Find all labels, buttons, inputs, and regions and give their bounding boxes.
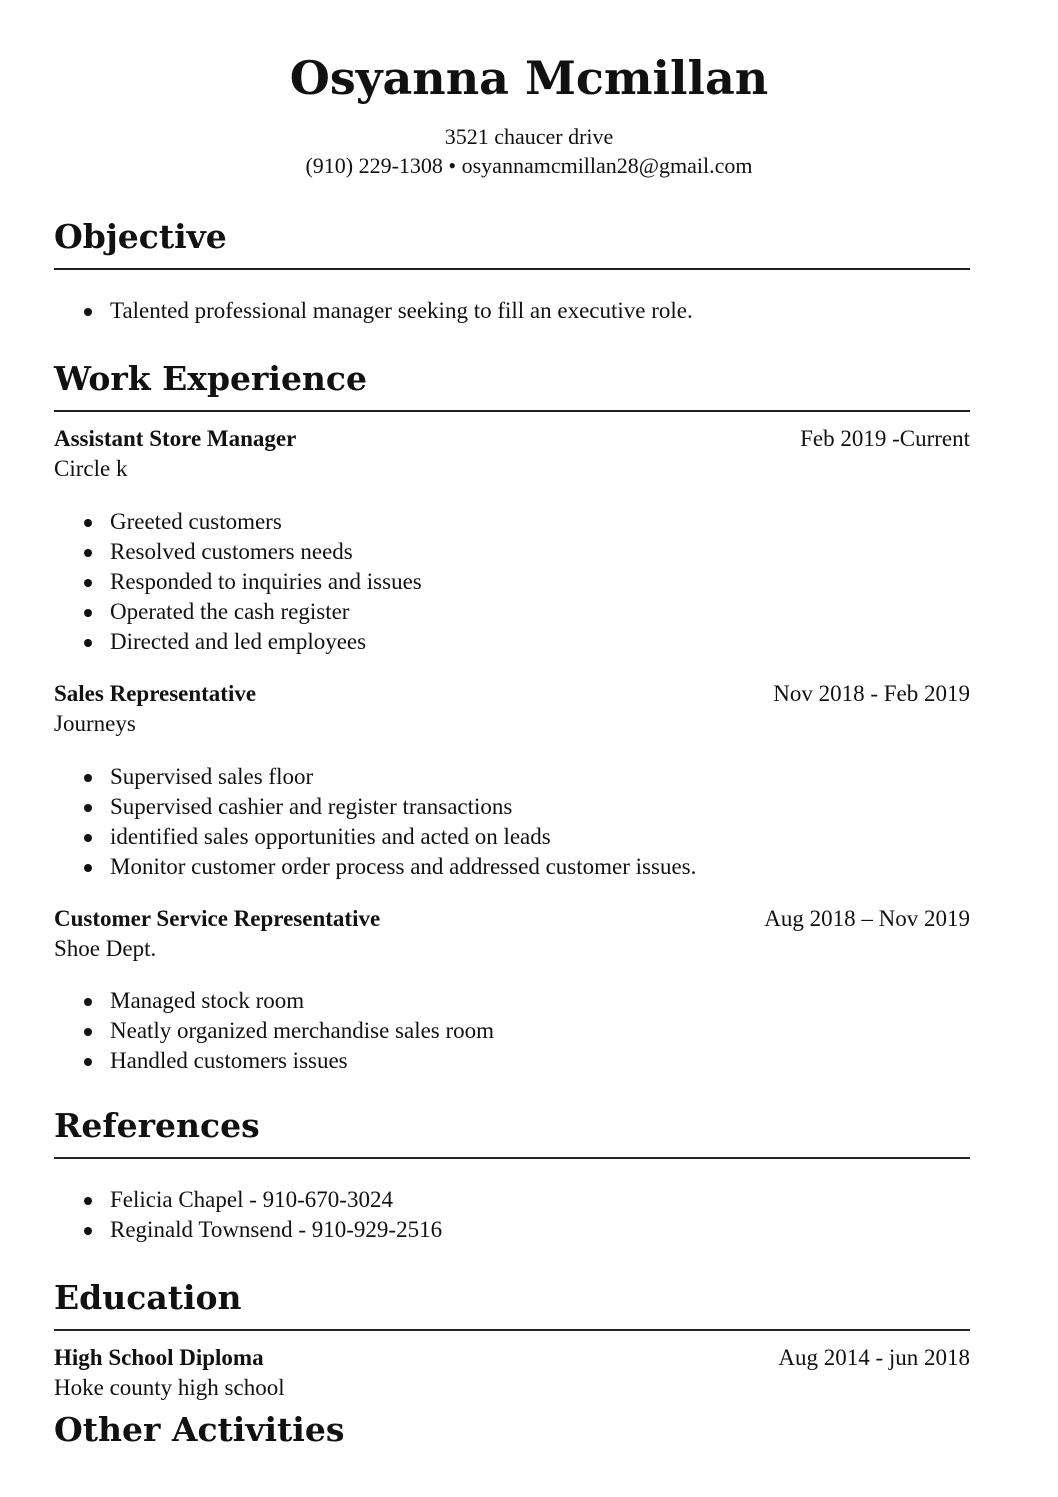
degree-title: High School Diploma [54,1345,264,1370]
bullet-icon [84,834,92,842]
bullet-icon [84,998,92,1006]
bullet-icon [84,1227,92,1235]
company-name: Shoe Dept. [54,936,157,961]
bullet-icon [84,519,92,527]
education-header [54,1342,970,1374]
section-title-objective: Objective [54,217,227,256]
list-item: Operated the cash register [0,597,1058,627]
job-header [54,423,970,455]
education-dates: Aug 2014 - jun 2018 [778,1345,970,1370]
job-dates: Aug 2018 – Nov 2019 [764,906,970,931]
section-title-references: References [54,1106,260,1145]
list-item: Directed and led employees [0,627,1058,657]
section-title-work-experience: Work Experience [54,359,368,398]
list-item: Supervised cashier and register transactions [0,792,1058,822]
bullet-icon [84,579,92,587]
list-item: Felicia Chapel - 910-670-3024 [0,1185,1058,1215]
list-item: Greeted customers [0,507,1058,537]
section-divider [54,410,970,412]
list-item: Supervised sales floor [0,762,1058,792]
references-list [0,1185,1058,1245]
section-divider [54,1329,970,1331]
bullet-icon [84,774,92,782]
address: 3521 chaucer drive [444,124,614,149]
list-item: Responded to inquiries and issues [0,567,1058,597]
section-divider [54,268,970,270]
job-duties [0,762,1058,882]
list-item: Handled customers issues [0,1046,1058,1076]
list-item: identified sales opportunities and acted on leads [0,822,1058,852]
job-duties [0,507,1058,657]
list-item: Monitor customer order process and addressed customer issues. [0,852,1058,882]
job-header [54,903,970,935]
bullet-icon [84,609,92,617]
company-name: Circle k [54,456,128,481]
school-name: Hoke county high school [54,1375,285,1400]
list-item: Resolved customers needs [0,537,1058,567]
list-item: Reginald Townsend - 910-929-2516 [0,1215,1058,1245]
job-title: Customer Service Representative [54,906,381,931]
job-dates: Nov 2018 - Feb 2019 [773,681,970,706]
section-divider [54,1157,970,1159]
bullet-icon [84,1028,92,1036]
list-item: Neatly organized merchandise sales room [0,1016,1058,1046]
job-dates: Feb 2019 -Current [800,426,970,451]
section-title-other-activities: Other Activities [54,1410,345,1449]
list-item: Managed stock room [0,986,1058,1016]
bullet-icon [84,639,92,647]
company-name: Journeys [54,711,136,736]
list-item: Talented professional manager seeking to fill an executive role. [0,296,1058,326]
job-title: Assistant Store Manager [54,426,297,451]
bullet-icon [84,549,92,557]
bullet-icon [84,804,92,812]
objective-list [0,296,1058,326]
bullet-icon [84,1058,92,1066]
section-title-education: Education [54,1278,242,1317]
bullet-icon [84,864,92,872]
phone-email: (910) 229-1308 • osyannamcmillan28@gmail.com [305,153,753,178]
job-duties [0,986,1058,1076]
job-header [54,678,970,710]
bullet-icon [84,1197,92,1205]
candidate-name: Osyanna Mcmillan [289,51,769,105]
job-title: Sales Representative [54,681,257,706]
bullet-icon [84,308,92,316]
